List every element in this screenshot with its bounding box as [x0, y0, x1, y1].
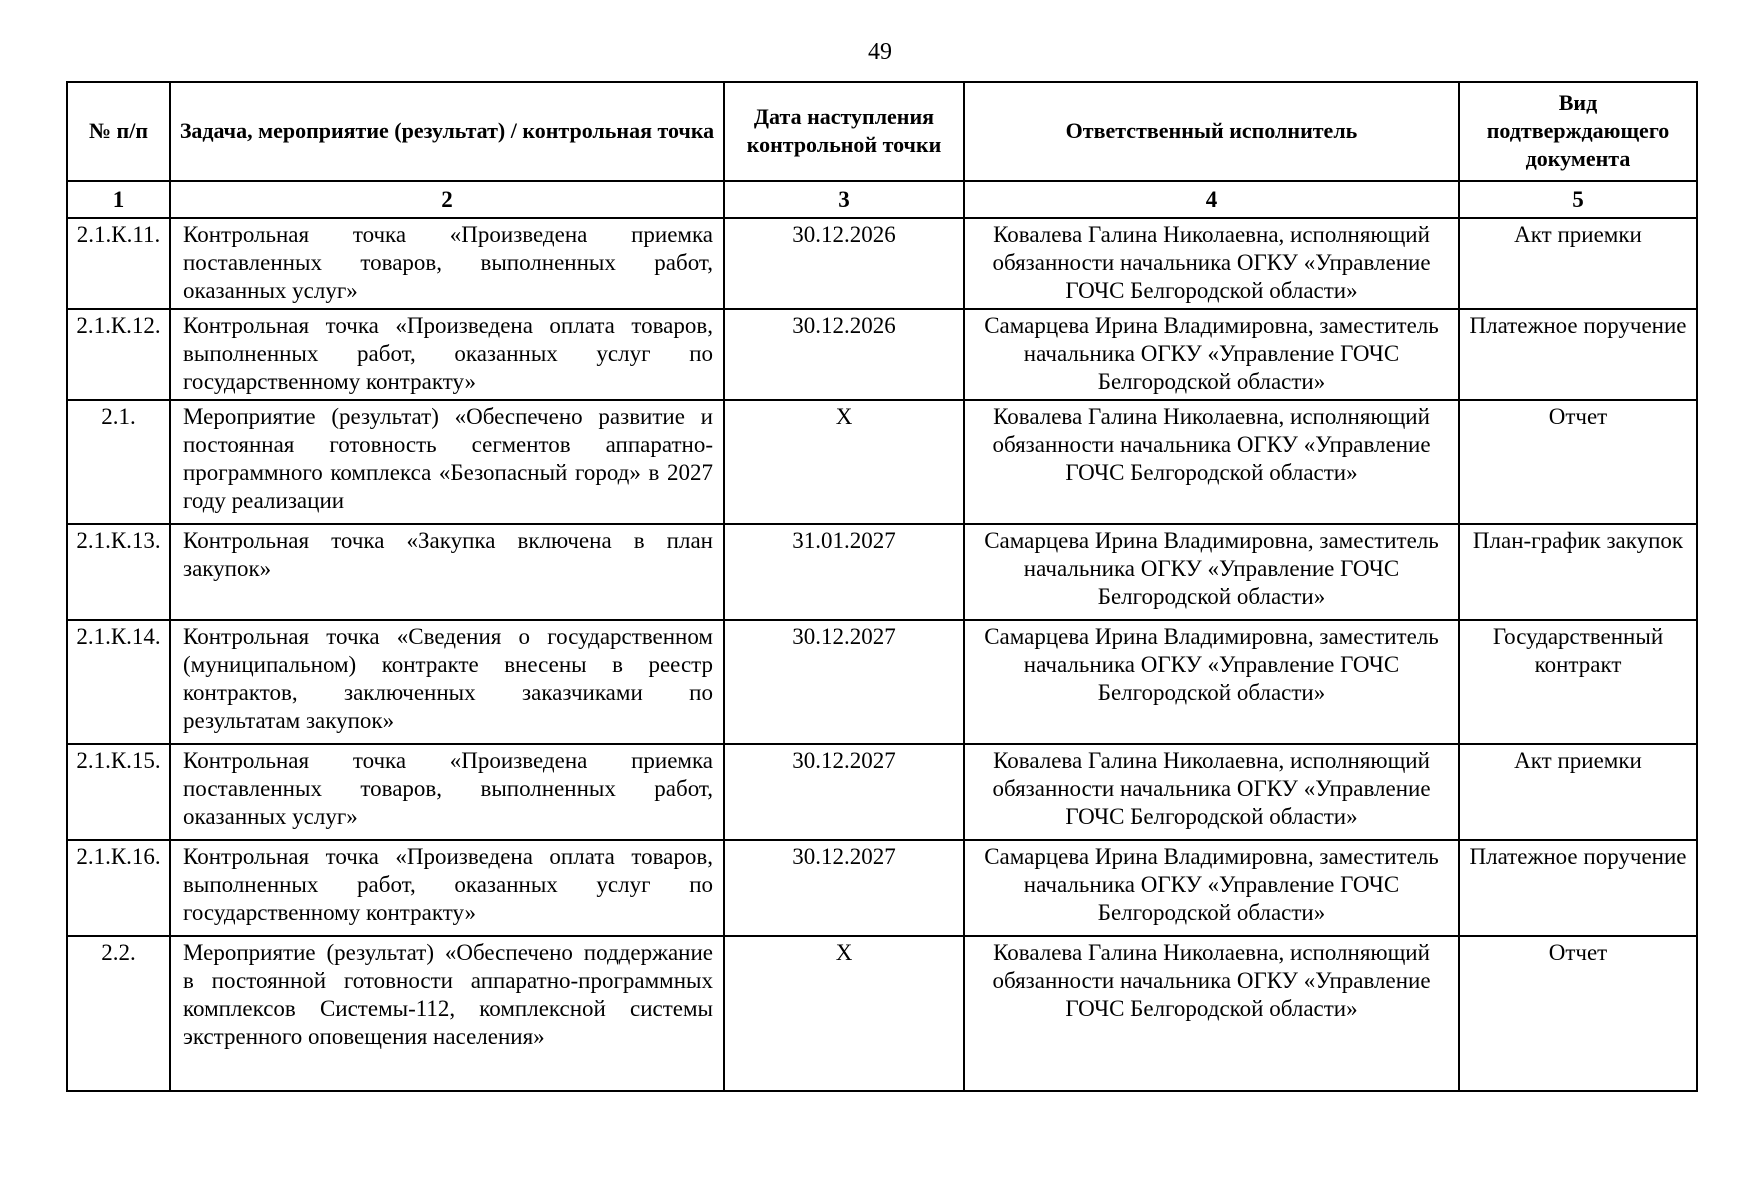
table-row	[67, 840, 1697, 936]
row-responsible: Ковалева Галина Николаевна, исполняющий обязанности начальника ОГКУ «Управление ГОЧС Белгородской области»	[964, 218, 1459, 309]
row-responsible: Ковалева Галина Николаевна, исполняющий обязанности начальника ОГКУ «Управление ГОЧС Белгородской области»	[964, 744, 1459, 840]
row-responsible: Самарцева Ирина Владимировна, заместитель начальника ОГКУ «Управление ГОЧС Белгородской области»	[964, 524, 1459, 620]
row-task: Мероприятие (результат) «Обеспечено развитие и постоянная готовность сегментов аппаратно-программного комплекса «Безопасный город» в 2027 году реализации	[170, 400, 724, 524]
row-document: Акт приемки	[1459, 218, 1697, 309]
table-row	[67, 309, 1697, 400]
row-date: 30.12.2026	[724, 218, 964, 309]
row-date: Х	[724, 400, 964, 524]
table-row	[67, 400, 1697, 524]
row-responsible: Ковалева Галина Николаевна, исполняющий обязанности начальника ОГКУ «Управление ГОЧС Белгородской области»	[964, 400, 1459, 524]
row-number: 2.1.К.12.	[67, 309, 170, 400]
row-number: 2.1.К.16.	[67, 840, 170, 936]
row-document: Платежное поручение	[1459, 309, 1697, 400]
row-document: Акт приемки	[1459, 744, 1697, 840]
column-number: 3	[724, 181, 964, 218]
control-points-table	[66, 81, 1698, 1092]
row-task: Контрольная точка «Произведена приемка поставленных товаров, выполненных работ, оказанных услуг»	[170, 744, 724, 840]
row-task: Контрольная точка «Сведения о государственном (муниципальном) контракте внесены в реестр контрактов, заключенных заказчиками по результатам закупок»	[170, 620, 724, 744]
column-number: 2	[170, 181, 724, 218]
header-task: Задача, мероприятие (результат) / контрольная точка	[170, 82, 724, 181]
row-responsible: Самарцева Ирина Владимировна, заместитель начальника ОГКУ «Управление ГОЧС Белгородской области»	[964, 620, 1459, 744]
column-number: 4	[964, 181, 1459, 218]
header-responsible: Ответственный исполнитель	[964, 82, 1459, 181]
column-number: 1	[67, 181, 170, 218]
table-row	[67, 218, 1697, 309]
row-document: Платежное поручение	[1459, 840, 1697, 936]
row-task: Контрольная точка «Закупка включена в план закупок»	[170, 524, 724, 620]
table-header-row	[67, 82, 1697, 181]
row-date: 30.12.2026	[724, 309, 964, 400]
table-row	[67, 524, 1697, 620]
row-date: 30.12.2027	[724, 840, 964, 936]
row-task: Контрольная точка «Произведена приемка поставленных товаров, выполненных работ, оказанных услуг»	[170, 218, 724, 309]
row-number: 2.1.К.15.	[67, 744, 170, 840]
row-document: Государственный контракт	[1459, 620, 1697, 744]
column-number: 5	[1459, 181, 1697, 218]
row-task: Контрольная точка «Произведена оплата товаров, выполненных работ, оказанных услуг по государственному контракту»	[170, 309, 724, 400]
row-document: Отчет	[1459, 936, 1697, 1091]
row-date: Х	[724, 936, 964, 1091]
header-date: Дата наступления контрольной точки	[724, 82, 964, 181]
row-date: 30.12.2027	[724, 744, 964, 840]
table-row	[67, 936, 1697, 1091]
row-number: 2.1.К.14.	[67, 620, 170, 744]
row-responsible: Самарцева Ирина Владимировна, заместитель начальника ОГКУ «Управление ГОЧС Белгородской области»	[964, 309, 1459, 400]
column-number-row	[67, 181, 1697, 218]
header-number: № п/п	[67, 82, 170, 181]
row-date: 31.01.2027	[724, 524, 964, 620]
page-number: 49	[868, 39, 892, 65]
table-row	[67, 744, 1697, 840]
row-number: 2.2.	[67, 936, 170, 1091]
row-document: План-график закупок	[1459, 524, 1697, 620]
row-responsible: Самарцева Ирина Владимировна, заместитель начальника ОГКУ «Управление ГОЧС Белгородской области»	[964, 840, 1459, 936]
row-task: Контрольная точка «Произведена оплата товаров, выполненных работ, оказанных услуг по государственному контракту»	[170, 840, 724, 936]
row-date: 30.12.2027	[724, 620, 964, 744]
row-number: 2.1.К.13.	[67, 524, 170, 620]
row-number: 2.1.	[67, 400, 170, 524]
row-task: Мероприятие (результат) «Обеспечено поддержание в постоянной готовности аппаратно-программных комплексов Системы-112, комплексной системы экстренного оповещения населения»	[170, 936, 724, 1091]
row-document: Отчет	[1459, 400, 1697, 524]
row-number: 2.1.К.11.	[67, 218, 170, 309]
row-responsible: Ковалева Галина Николаевна, исполняющий обязанности начальника ОГКУ «Управление ГОЧС Белгородской области»	[964, 936, 1459, 1091]
table-row	[67, 620, 1697, 744]
header-document: Вид подтверждающего документа	[1459, 82, 1697, 181]
